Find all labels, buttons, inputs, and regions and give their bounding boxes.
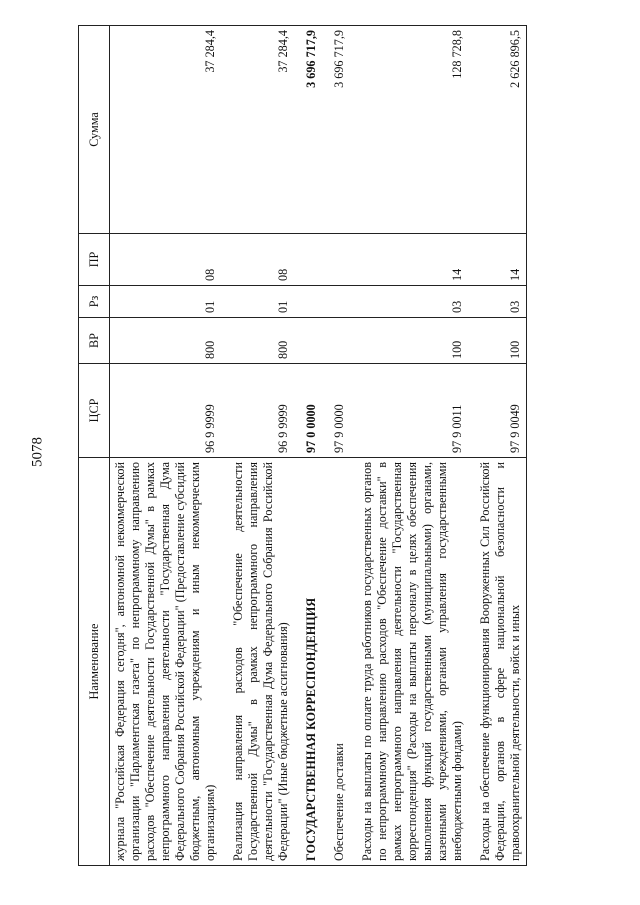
rotated-page-content: [78, 26, 618, 866]
row-csr: 97 9 0049: [468, 364, 527, 458]
row-vr: 800: [110, 318, 222, 364]
row-csr: 96 9 9999: [110, 364, 222, 458]
row-name: Расходы на выплаты по оплате труда работников государственных органов по непрограммному направлению расходов "Обеспечение доставки" в рамках непрограммного направления деятельности "Государственная корреспонденция" (Расходы на выплаты персоналу в целях обеспечения выполнения функций государственными (муниципальными) органами, казенными учреждениями, органами управления государственными внебюджетными фондами): [350, 458, 468, 866]
row-name: Реализация направления расходов "Обеспечение деятельности Государственной Думы" в рамках непрограммного направления деятельности "Государственная Дума Федерального Собрания Российской Федерации" (Иные бюджетные ассигнования): [221, 458, 294, 866]
row-vr: 100: [468, 318, 527, 364]
col-header-sum: Сумма: [79, 26, 110, 234]
row-pr: 08: [110, 234, 222, 286]
row-csr: 97 9 0011: [350, 364, 468, 458]
table-row: [468, 26, 527, 866]
col-header-pr: ПР: [79, 234, 110, 286]
table-row: [110, 26, 222, 866]
row-sum: 2 626 896,5: [468, 26, 527, 234]
row-csr: 97 9 0000: [322, 364, 350, 458]
row-sum: 128 728,8: [350, 26, 468, 234]
col-header-csr: ЦСР: [79, 364, 110, 458]
row-rz: 03: [350, 286, 468, 318]
row-vr: 800: [221, 318, 294, 364]
page-number: 5078: [29, 437, 46, 467]
table-row: [221, 26, 294, 866]
row-name: ГОСУДАРСТВЕННАЯ КОРРЕСПОНДЕНЦИЯ: [294, 458, 322, 866]
row-csr: 96 9 9999: [221, 364, 294, 458]
row-pr: 14: [468, 234, 527, 286]
row-pr: [322, 234, 350, 286]
row-name: Обеспечение доставки: [322, 458, 350, 866]
row-rz: 03: [468, 286, 527, 318]
budget-table: [78, 25, 527, 866]
row-vr: [322, 318, 350, 364]
row-pr: 14: [350, 234, 468, 286]
row-rz: [294, 286, 322, 318]
row-name: журнала "Российская Федерация сегодня", автономной некоммерческой организации "Парламентская газета" по непрограммному направлению расходов "Обеспечение деятельности Государственной Думы" в рамках непрограммного направления деятельности "Государственная Дума Федерального Собрания Российской Федерации" (Предоставление субсидий бюджетным, автономным учреждениям и иным некоммерческим организациям): [110, 458, 222, 866]
row-pr: 08: [221, 234, 294, 286]
col-header-vr: ВР: [79, 318, 110, 364]
row-name: Расходы на обеспечение функционирования Вооруженных Сил Российской Федерации, органов в сфере национальной безопасности и правоохранительной деятельности, войск и иных: [468, 458, 527, 866]
row-pr: [294, 234, 322, 286]
table-row: [350, 26, 468, 866]
row-sum: 37 284,4: [221, 26, 294, 234]
row-vr: [294, 318, 322, 364]
row-rz: [322, 286, 350, 318]
row-vr: 100: [350, 318, 468, 364]
col-header-name: Наименование: [79, 458, 110, 866]
table-header-row: [79, 26, 110, 866]
row-rz: 01: [221, 286, 294, 318]
row-rz: 01: [110, 286, 222, 318]
row-sum: 3 696 717,9: [294, 26, 322, 234]
table-row: [294, 26, 322, 866]
row-csr: 97 0 0000: [294, 364, 322, 458]
col-header-rz: Рз: [79, 286, 110, 318]
table-row: [322, 26, 350, 866]
row-sum: 37 284,4: [110, 26, 222, 234]
row-sum: 3 696 717,9: [322, 26, 350, 234]
